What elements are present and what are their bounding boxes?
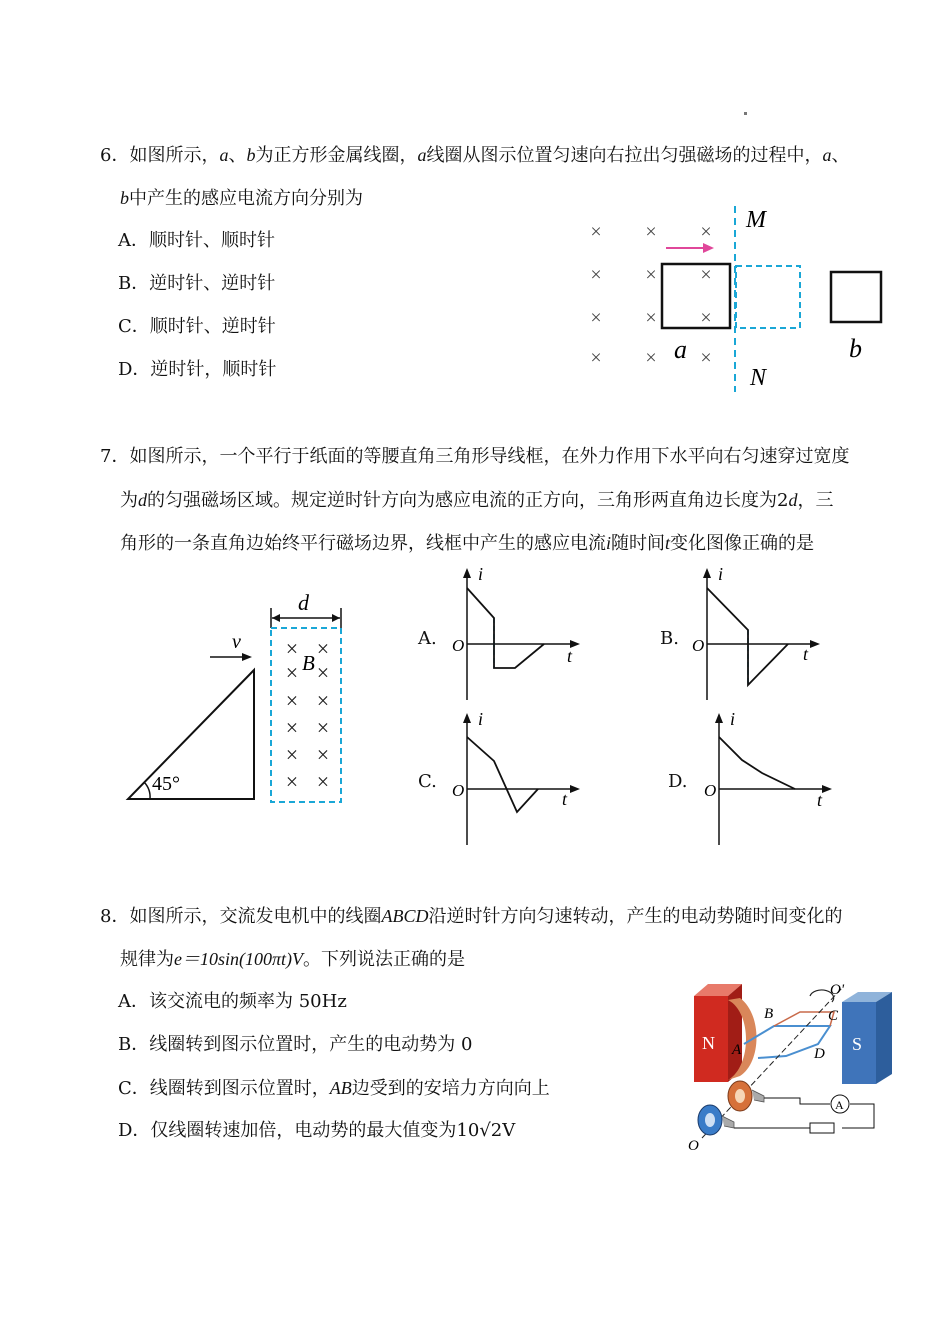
graph-d-curve (719, 737, 795, 789)
resistor (810, 1123, 834, 1133)
label-v: v (232, 631, 241, 653)
q7-stem-line1: 7．如图所示，一个平行于纸面的等腰直角三角形导线框，在外力作用下水平向右匀速穿过宽度 (100, 446, 850, 467)
q7-graph-a[interactable] (450, 560, 590, 710)
label-m: M (746, 207, 766, 233)
label-axis-o: O (688, 1138, 699, 1154)
field-cross: × (285, 715, 299, 740)
label-i: i (718, 564, 724, 584)
label-o: O (692, 636, 705, 655)
axis-i-arrow (715, 713, 723, 723)
field-cross: × (285, 660, 299, 685)
coil-abcd-back (774, 1012, 834, 1026)
axis-t-arrow (810, 640, 820, 648)
label-t: t (562, 789, 568, 809)
field-cross: × (645, 264, 657, 286)
label-t: t (803, 644, 809, 664)
field-cross: × (700, 264, 712, 286)
q8-option-d[interactable]: D．仅线圈转速加倍，电动势的最大值变为10√2V (118, 1120, 516, 1141)
magnet-s-side (876, 992, 892, 1084)
label-o: O (704, 781, 717, 800)
graph-a-curve (467, 588, 544, 668)
width-arrow-right-head (332, 614, 340, 622)
graph-c-curve (467, 737, 538, 812)
label-i: i (730, 709, 736, 729)
pull-arrow-head (703, 243, 714, 253)
q7-option-d-label[interactable]: D. (668, 771, 688, 792)
q7-option-b-label[interactable]: B. (660, 628, 679, 649)
q8-option-b[interactable]: B．线圈转到图示位置时，产生的电动势为 0 (118, 1034, 473, 1055)
label-b: b (849, 334, 862, 363)
q7-graph-c[interactable] (450, 705, 590, 855)
coil-b (831, 272, 881, 322)
field-cross: × (645, 347, 657, 369)
field-cross: × (645, 307, 657, 329)
field-cross: × (316, 660, 330, 685)
field-cross: × (285, 688, 299, 713)
q6-option-a[interactable]: A．顺时针、顺时针 (118, 230, 275, 251)
label-i: i (478, 709, 484, 729)
ammeter-label: A (835, 1098, 844, 1112)
field-cross: × (700, 221, 712, 243)
label-coil-a: A (732, 1042, 742, 1058)
axis-i-arrow (463, 568, 471, 578)
q7-stem-line3: 角形的一条直角边始终平行磁场边界，线框中产生的感应电流i随时间t变化图像正确的是 (120, 533, 815, 554)
circuit-wire-top (764, 1098, 830, 1104)
label-o: O (452, 781, 465, 800)
q7-graph-b[interactable] (690, 560, 830, 710)
q6-stem-line1: 6．如图所示，a、b为正方形金属线圈，a线圈从图示位置匀速向右拉出匀强磁场的过程中，a、 (100, 145, 850, 166)
q6-option-c[interactable]: C．顺时针、逆时针 (118, 316, 276, 337)
q7-option-a-label[interactable]: A. (418, 628, 437, 649)
graph-b-curve (707, 588, 788, 685)
width-arrow-left-head (272, 614, 280, 622)
field-cross: × (316, 742, 330, 767)
q6-option-d[interactable]: D．逆时针，顺时针 (118, 359, 277, 380)
axis-t-arrow (822, 785, 832, 793)
slip-ring-front-hole (705, 1113, 715, 1127)
q6-figure (580, 200, 900, 395)
label-d: d (298, 590, 309, 615)
label-n-pole: N (702, 1033, 715, 1053)
coil-a (662, 264, 730, 328)
label-b-field: B (302, 651, 315, 675)
q8-option-a[interactable]: A．该交流电的频率为 50Hz (118, 991, 347, 1012)
q6-stem-line2: b中产生的感应电流方向分别为 (120, 188, 363, 209)
field-cross: × (700, 347, 712, 369)
label-s-pole: S (852, 1034, 863, 1054)
q7-option-c-label[interactable]: C. (418, 771, 437, 792)
field-cross: × (316, 715, 330, 740)
label-n: N (750, 365, 767, 391)
field-cross: × (590, 221, 602, 243)
field-cross: × (316, 688, 330, 713)
scan-dot (744, 112, 747, 115)
triangle-frame (128, 670, 254, 799)
q7-graph-d[interactable] (702, 705, 842, 855)
q7-figure (120, 590, 350, 810)
velocity-arrow-head (242, 653, 252, 661)
field-cross: × (285, 636, 299, 661)
q8-option-c[interactable]: C．线圈转到图示位置时，AB边受到的安培力方向向上 (118, 1078, 550, 1099)
label-i: i (478, 564, 484, 584)
q6-option-b[interactable]: B．逆时针、逆时针 (118, 273, 276, 294)
label-coil-d: D (814, 1046, 825, 1062)
q8-generator-figure (682, 978, 902, 1153)
field-cross: × (700, 307, 712, 329)
label-coil-b: B (764, 1006, 774, 1022)
field-cross: × (645, 221, 657, 243)
field-cross: × (285, 769, 299, 794)
label-a: a (674, 335, 687, 364)
angle-arc (144, 782, 150, 799)
field-cross: × (316, 636, 330, 661)
label-angle: 45° (152, 773, 180, 795)
label-t: t (567, 646, 573, 666)
q8-stem-line2: 规律为e＝10sin(100πt)V。下列说法正确的是 (120, 949, 465, 970)
field-cross: × (285, 742, 299, 767)
coil-a-ghost (736, 266, 800, 328)
label-o: O (452, 636, 465, 655)
slip-ring-rear-hole (735, 1089, 745, 1103)
axis-t-arrow (570, 785, 580, 793)
label-t: t (817, 790, 823, 810)
brush-rear (752, 1090, 764, 1102)
field-cross: × (590, 264, 602, 286)
q7-stem-line2: 为d的匀强磁场区域。规定逆时针方向为感应电流的正方向，三角形两直角边长度为2d，三 (120, 490, 834, 511)
axis-i-arrow (703, 568, 711, 578)
field-cross: × (590, 347, 602, 369)
field-cross: × (316, 769, 330, 794)
label-axis-o-prime: O' (830, 982, 845, 998)
label-coil-c: C (828, 1008, 839, 1024)
q8-stem-line1: 8．如图所示，交流发电机中的线圈ABCD沿逆时针方向匀速转动，产生的电动势随时间变化的 (100, 906, 843, 927)
axis-i-arrow (463, 713, 471, 723)
field-cross: × (590, 307, 602, 329)
brush-front (722, 1116, 734, 1128)
